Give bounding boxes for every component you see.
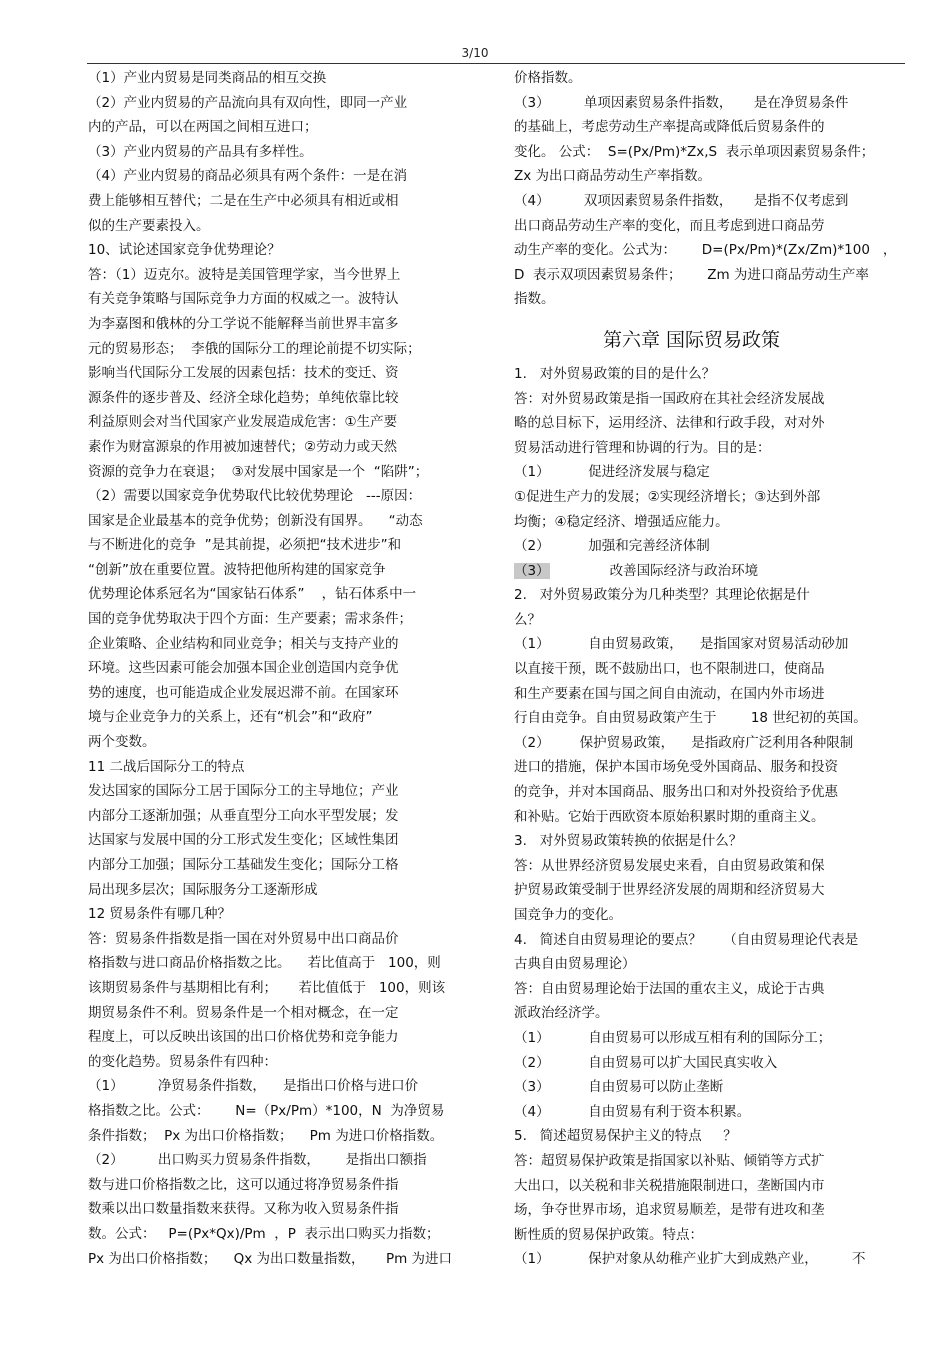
text-line: 费上能够相互替代；二是在生产中必须具有相近或相	[88, 192, 399, 209]
text-line: 和补贴。它始于西欧资本原始积累时期的重商主义。	[514, 808, 825, 825]
text-line: 断性质的贸易保护政策。特点：	[514, 1226, 703, 1243]
text-line: （4）产业内贸易的商品必须具有两个条件：一是在消	[88, 168, 408, 185]
text-line: 为李嘉图和俄林的分工学说不能解释当前世界丰富多	[88, 315, 399, 332]
text-line: （2）需要以国家竞争优势取代比较优势理论 ---原因：	[88, 488, 422, 505]
text-line: （2） 出口购买力贸易条件指数， 是指出口额指	[88, 1152, 427, 1169]
text-line: 以直接干预，既不鼓励出口，也不限制进口，使商品	[514, 661, 825, 678]
text-line: 的竞争，并对本国商品、服务出口和对外投资给予优惠	[514, 784, 838, 801]
left-column	[88, 66, 483, 1271]
text-line: 答：（1）迈克尔。波特是美国管理学家，当今世界上	[88, 266, 401, 283]
right-column-top	[514, 66, 909, 312]
text-line: 出口商品劳动生产率的变化，而且考虑到进口商品劳	[514, 217, 825, 234]
right-column-section-b	[514, 583, 909, 1272]
text-line: 达国家与发展中国的分工形式发生变化；区域性集团	[88, 832, 399, 849]
text-line: 指数。	[514, 291, 555, 308]
text-line: 局出现多层次；国际服务分工逐渐形成	[88, 881, 318, 898]
text-line: 行自由竞争。自由贸易政策产生于 18 世纪初的英国。	[514, 710, 867, 727]
text-line: 贸易活动进行管理和协调的行为。目的是：	[514, 439, 771, 456]
right-column	[514, 66, 909, 1272]
text-line: 答：贸易条件指数是指一国在对外贸易中出口商品价	[88, 930, 399, 947]
text-line: （2） 加强和完善经济体制	[514, 538, 710, 555]
highlighted-number: （3）	[514, 562, 550, 579]
text-line: 1. 对外贸易政策的目的是什么？	[514, 365, 716, 382]
text-line: （1） 保护对象从幼稚产业扩大到成熟产业， 不	[514, 1251, 866, 1268]
text-line: 答：超贸易保护政策是指国家以补贴、倾销等方式扩	[514, 1152, 825, 1169]
text-line: 似的生产要素投入。	[88, 217, 210, 234]
text-line: 10、试论述国家竞争优势理论？	[88, 242, 281, 259]
text-line: 答：自由贸易理论始于法国的重农主义，成论于古典	[514, 980, 825, 997]
text-line: （3）产业内贸易的产品具有多样性。	[88, 143, 313, 160]
text-line: 两个变数。	[88, 734, 156, 751]
text-line: 护贸易政策受制于世界经济发展的周期和经济贸易大	[514, 882, 825, 899]
text-line: 动生产率的变化。公式为： D=(Px/Pm)*(Zx/Zm)*100 ，	[514, 242, 897, 259]
text-line: 发达国家的国际分工居于国际分工的主导地位；产业	[88, 783, 399, 800]
text-line: 和生产要素在国与国之间自由流动，在国内外市场进	[514, 685, 825, 702]
text-line: 格指数与进口商品价格指数之比。 若比值高于 100，则	[88, 955, 441, 972]
text-line: 的基础上，考虑劳动生产率提高或降低后贸易条件的	[514, 119, 825, 136]
text-line: 程度上，可以反映出该国的出口价格优势和竞争能力	[88, 1029, 399, 1046]
text-line: 优势理论体系冠名为“国家钻石体系” ，钻石体系中一	[88, 586, 417, 603]
text-line: 国竞争力的变化。	[514, 907, 622, 923]
text-line: Zx 为出口商品劳动生产率指数。	[514, 168, 712, 185]
text-line: 素作为财富源泉的作用被加速替代；②劳动力或天然	[88, 438, 398, 455]
page-number: 3/10	[461, 46, 489, 60]
text-line: “创新”放在重要位置。波特把他所构建的国家竞争	[88, 561, 386, 578]
text-line: 境与企业竞争力的关系上，还有“机会”和“政府”	[88, 709, 373, 726]
text-line: 数乘以出口数量指数来获得。又称为收入贸易条件指	[88, 1201, 399, 1218]
text-line: 价格指数。	[514, 70, 582, 86]
text-line: Px 为出口价格指数； Qx 为出口数量指数， Pm 为进口	[88, 1250, 453, 1267]
text-line: （2）产业内贸易的产品流向具有双向性，即同一产业	[88, 94, 408, 111]
text-line: 内的产品，可以在两国之间相互进口；	[88, 119, 318, 136]
text-line: 场，争夺世界市场，追求贸易顺差，是带有进攻和垄	[514, 1202, 825, 1219]
text-line: 有关竞争策略与国际竞争力方面的权威之一。波特认	[88, 291, 399, 308]
text-line: 国的竞争优势取决于四个方面：生产要素；需求条件；	[88, 611, 412, 628]
text-line: 4. 简述自由贸易理论的要点？ （自由贸易理论代表是	[514, 931, 859, 948]
text-line: （1） 促进经济发展与稳定	[514, 464, 710, 481]
text-line: （1） 自由贸易政策， 是指国家对贸易活动砂加	[514, 636, 849, 653]
text-line: 源条件的逐步普及、经济全球化趋势；单纯依靠比较	[88, 389, 399, 406]
text-line: 元的贸易形态； 李俄的国际分工的理论前提不切实际；	[88, 340, 421, 357]
text-line: 12 贸易条件有哪几种？	[88, 906, 231, 923]
text-line: 数与进口价格指数之比，这可以通过将净贸易条件指	[88, 1176, 399, 1193]
highlighted-line	[514, 559, 909, 584]
text-line: （3） 单项因素贸易条件指数， 是在净贸易条件	[514, 94, 849, 111]
text-line: 格指数之比。公式： N=（Px/Pm）*100，N 为净贸易	[88, 1102, 445, 1119]
text-line: ①促进生产力的发展；②实现经济增长；③达到外部	[514, 488, 821, 505]
text-line: 企业策略、企业结构和同业竞争；相关与支持产业的	[88, 635, 399, 652]
text-line: 期贸易条件不利。贸易条件是一个相对概念，在一定	[88, 1004, 399, 1021]
text-line: 答：从世界经济贸易发展史来看，自由贸易政策和保	[514, 857, 825, 874]
text-line: 内部分工加强；国际分工基础发生变化；国际分工格	[88, 857, 399, 873]
text-line: （1） 自由贸易可以形成互相有利的国际分工；	[514, 1029, 832, 1046]
text-line: 环境。这些因素可能会加强本国企业创造国内竞争优	[88, 660, 399, 677]
text-line: 古典自由贸易理论）	[514, 956, 636, 973]
text-line: 大出口，以关税和非关税措施限制进口，垄断国内市	[514, 1177, 825, 1194]
text-line: 与不断进化的竞争 ”是其前提，必须把“技术进步”和	[88, 537, 402, 554]
text-line: 该期贸易条件与基期相比有利； 若比值低于 100，则该	[88, 979, 446, 996]
right-column-section-a	[514, 362, 909, 559]
text-line: 么？	[514, 611, 541, 628]
text-line: 变化。 公式： S=(Px/Pm)*Zx,S 表示单项因素贸易条件；	[514, 143, 875, 160]
text-line: 均衡；④稳定经济、增强适应能力。	[514, 513, 729, 530]
text-line: （3） 自由贸易可以防止垄断	[514, 1079, 724, 1096]
text-line: 进口的措施，保护本国市场免受外国商品、服务和投资	[514, 759, 838, 776]
text-line: 答：对外贸易政策是指一国政府在其社会经济发展战	[514, 390, 825, 407]
text-line: 5. 简述超贸易保护主义的特点 ？	[514, 1128, 737, 1145]
highlighted-text: 改善国际经济与政治环境	[609, 562, 759, 579]
text-line: 派政治经济学。	[514, 1005, 609, 1022]
text-line: （4） 双项因素贸易条件指数， 是指不仅考虑到	[514, 192, 849, 209]
text-line: 3. 对外贸易政策转换的依据是什么？	[514, 833, 743, 850]
text-line: 利益原则会对当代国家产业发展造成危害：①生产要	[88, 414, 398, 431]
text-line: （2） 保护贸易政策， 是指政府广泛利用各种限制	[514, 734, 854, 751]
text-line: 略的总目标下，运用经济、法律和行政手段，对对外	[514, 415, 825, 432]
text-line: （1） 净贸易条件指数， 是指出口价格与进口价	[88, 1078, 419, 1095]
text-line: 11 二战后国际分工的特点	[88, 758, 245, 775]
text-line: D 表示双项因素贸易条件； Zm 为进口商品劳动生产率	[514, 266, 869, 283]
text-line: （4） 自由贸易有利于资本积累。	[514, 1103, 751, 1120]
text-line: 国家是企业最基本的竞争优势；创新没有国界。 “动态	[88, 512, 423, 529]
text-line: 资源的竞争力在衰退； ③对发展中国家是一个 “陷阱”；	[88, 463, 429, 480]
text-line: （1）产业内贸易是同类商品的相互交换	[88, 70, 327, 86]
text-line: 2. 对外贸易政策分为几种类型？其理论依据是什	[514, 587, 810, 604]
text-line: 数。公式： P=(Px*Qx)/Pm ，P 表示出口购买力指数；	[88, 1225, 440, 1242]
text-line: 内部分工逐渐加强；从垂直型分工向水平型发展；发	[88, 807, 399, 824]
text-line: 势的速度，也可能造成企业发展迟滞不前。在国家环	[88, 684, 399, 701]
text-line: 条件指数； Px 为出口价格指数； Pm 为进口价格指数。	[88, 1127, 444, 1144]
text-line: 的变化趋势。贸易条件有四种：	[88, 1053, 277, 1070]
text-line: 影响当代国际分工发展的因素包括：技术的变迁、资	[88, 365, 399, 382]
chapter-title: 第六章 国际贸易政策	[602, 328, 781, 351]
header-rule	[87, 63, 905, 64]
text-line: （2） 自由贸易可以扩大国民真实收入	[514, 1054, 778, 1071]
